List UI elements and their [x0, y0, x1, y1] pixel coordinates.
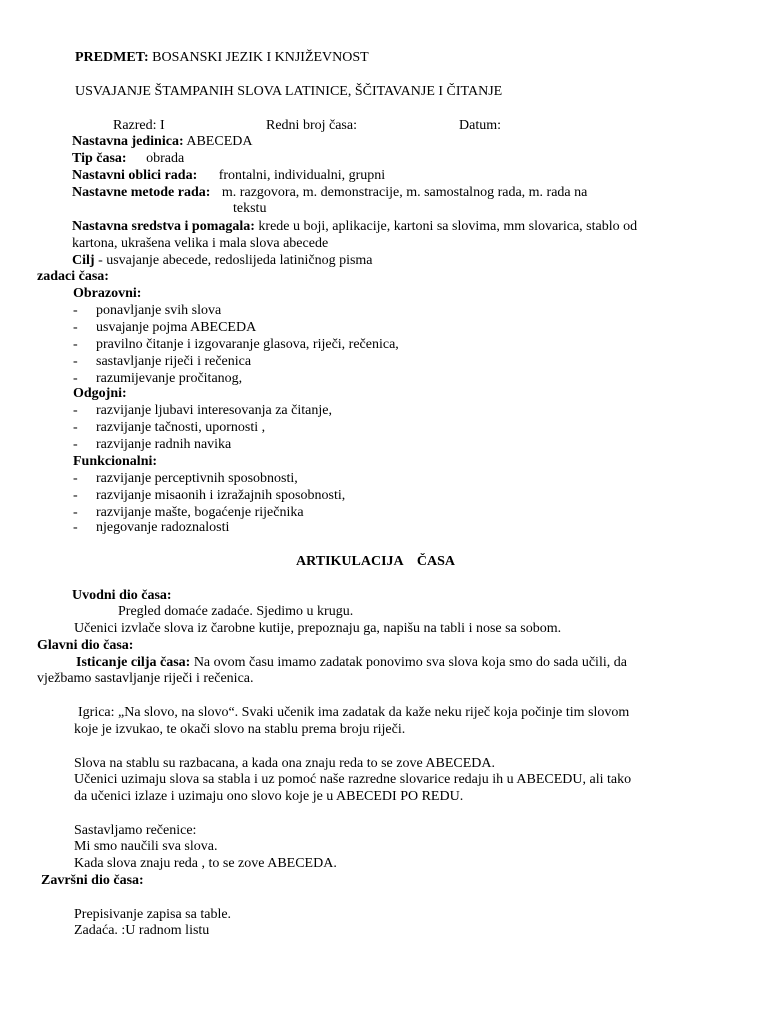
- goal-emphasis-value: Na ovom času imamo zadatak ponovimo sva slova koja smo do sada učili, da: [193, 655, 627, 670]
- topic-title: USVAJANJE ŠTAMPANIH SLOVA LATINICE, ŠČITAVANJE I ČITANJE: [75, 84, 503, 99]
- methods-line: [72, 184, 587, 201]
- type-label: Tip časa:: [72, 151, 127, 166]
- subject-label: PREDMET:: [75, 50, 149, 65]
- tree-text-1: Slova na stablu su razbacana, a kada ona znaju reda to se zove ABECEDA.: [74, 756, 496, 771]
- list-item-text: razvijanje radnih navika: [96, 437, 232, 452]
- subject-value: BOSANSKI JEZIK I KNJIŽEVNOST: [152, 50, 369, 65]
- list-item: [73, 402, 78, 419]
- lesson-number-field: Redni broj časa:: [266, 118, 357, 133]
- sentences-title: Sastavljamo rečenice:: [74, 823, 197, 838]
- tree-text-3: da učenici izlaze i uzimaju ono slovo koje je u ABECEDI PO REDU.: [74, 789, 464, 804]
- methods-value-cont: tekstu: [233, 201, 267, 216]
- main-title: Glavni dio časa:: [37, 638, 134, 653]
- subject-line: [75, 49, 369, 66]
- sentence-2: Kada slova znaju reda , to se zove ABECEDA.: [74, 856, 337, 871]
- list-item: [73, 302, 78, 319]
- functional-title: Funkcionalni:: [73, 454, 158, 469]
- list-dash: -: [73, 471, 78, 486]
- list-item-text: razvijanje perceptivnih sposobnosti,: [96, 471, 298, 486]
- date-field: Datum:: [459, 118, 501, 133]
- forms-line: [72, 167, 385, 184]
- list-item-text: razvijanje ljubavi interesovanja za čitanje,: [96, 403, 332, 418]
- list-dash: -: [73, 354, 78, 369]
- list-item-text: razumijevanje pročitanog,: [96, 371, 243, 386]
- list-dash: -: [73, 420, 78, 435]
- sentence-1: Mi smo naučili sva slova.: [74, 839, 218, 854]
- unit-line: [72, 133, 252, 150]
- list-dash: -: [73, 437, 78, 452]
- list-dash: -: [73, 403, 78, 418]
- list-item-text: ponavljanje svih slova: [96, 303, 222, 318]
- list-item: [73, 487, 78, 504]
- tools-value: krede u boji, aplikacije, kartoni sa slovima, mm slovarica, stablo od: [258, 219, 638, 234]
- list-dash: -: [73, 371, 78, 386]
- list-item: [73, 419, 78, 436]
- tools-value-cont: kartona, ukrašena velika i mala slova abecede: [72, 236, 329, 251]
- list-item: [73, 470, 78, 487]
- tasks-title: zadaci časa:: [37, 269, 109, 284]
- intro-title: Uvodni dio časa:: [72, 588, 172, 603]
- list-dash: -: [73, 520, 78, 535]
- intro-text-2: Učenici izvlače slova iz čarobne kutije, prepoznaju ga, napišu na tabli i nose sa sobom.: [74, 621, 562, 636]
- list-dash: -: [73, 488, 78, 503]
- list-item: [73, 319, 78, 336]
- list-item-text: njegovanje radoznalosti: [96, 520, 230, 535]
- intro-text-1: Pregled domaće zadaće. Sjedimo u krugu.: [118, 604, 354, 619]
- forms-label: Nastavni oblici rada:: [72, 168, 198, 183]
- tools-line: [72, 218, 637, 235]
- goal-label: Cilj: [72, 253, 95, 268]
- methods-value: m. razgovora, m. demonstracije, m. samostalnog rada, m. rada na: [221, 185, 588, 200]
- final-title: Završni dio časa:: [41, 873, 144, 888]
- final-text-2: Zadaća. :U radnom listu: [74, 923, 210, 938]
- list-item: [73, 353, 78, 370]
- list-item-text: usvajanje pojma ABECEDA: [96, 320, 257, 335]
- forms-value: frontalni, individualni, grupni: [218, 168, 386, 183]
- list-item: [73, 336, 78, 353]
- goal-line: [72, 252, 373, 269]
- upbringing-title: Odgojni:: [73, 386, 127, 401]
- goal-value: - usvajanje abecede, redoslijeda latiničnog pisma: [94, 253, 373, 268]
- list-item-text: razvijanje misaonih i izražajnih sposobnosti,: [96, 488, 346, 503]
- final-text-1: Prepisivanje zapisa sa table.: [74, 907, 232, 922]
- section-title: ARTIKULACIJA ČASA: [296, 554, 455, 569]
- list-item: [73, 519, 78, 536]
- list-item-text: razvijanje mašte, bogaćenje riječnika: [96, 505, 304, 520]
- game-text-2: koje je izvukao, te okači slovo na stablu prema broju riječi.: [74, 722, 406, 737]
- list-dash: -: [73, 303, 78, 318]
- list-item: [73, 436, 78, 453]
- list-item-text: pravilno čitanje i izgovaranje glasova, riječi, rečenica,: [96, 337, 399, 352]
- list-dash: -: [73, 337, 78, 352]
- grade-field: Razred: I: [113, 118, 165, 133]
- type-value: obrada: [146, 151, 185, 166]
- goal-emphasis-cont: vježbamo sastavljanje riječi i rečenica.: [37, 671, 254, 686]
- unit-value: ABECEDA: [186, 134, 253, 149]
- list-item-text: sastavljanje riječi i rečenica: [96, 354, 252, 369]
- list-dash: -: [73, 505, 78, 520]
- tree-text-2: Učenici uzimaju slova sa stabla i uz pomoć naše razredne slovarice redaju ih u ABECEDU, ali tako: [74, 772, 632, 787]
- goal-emphasis-label: Isticanje cilja časa:: [76, 655, 191, 670]
- game-text-1: Igrica: „Na slovo, na slovo“. Svaki učenik ima zadatak da kaže neku riječ koja počinje tim slovom: [78, 705, 630, 720]
- tools-label: Nastavna sredstva i pomagala:: [72, 219, 255, 234]
- list-item-text: razvijanje tačnosti, upornosti ,: [96, 420, 266, 435]
- goal-emphasis-line: [76, 654, 627, 671]
- methods-label: Nastavne metode rada:: [72, 185, 211, 200]
- educational-title: Obrazovni:: [73, 286, 142, 301]
- list-dash: -: [73, 320, 78, 335]
- type-line: [72, 150, 184, 167]
- unit-label: Nastavna jedinica:: [72, 134, 184, 149]
